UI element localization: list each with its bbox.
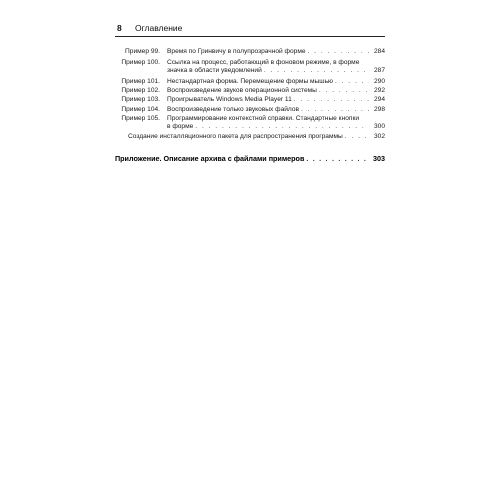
toc-entry-title: Создание инсталляционного пакета для распространения программы [128,133,343,140]
running-header [115,22,385,37]
appendix-page: 303 [373,154,385,163]
toc-entry-page: 290 [373,78,385,85]
toc-entry-title-cont: значка в области уведомлений [167,67,262,75]
leader-dots [306,154,369,163]
page-number: 8 [117,23,122,33]
toc-entry-page: 284 [373,48,385,55]
toc-entry-title-cont: в форме [167,123,194,131]
toc-entry-title: Воспроизведение только звуковых файлов [167,106,300,113]
toc-entry-installer[interactable] [128,133,385,142]
toc-entry-label: Пример 103. [121,96,160,103]
toc-entry-page: 300 [373,123,385,131]
toc-entry-label: Пример 104. [121,106,160,113]
toc-entry-title: Проигрыватель Windows Media Player 11 [167,96,292,103]
toc-entry-page: 294 [373,96,385,103]
toc-entry-102[interactable] [115,87,385,96]
toc-entry-page: 302 [373,133,385,140]
toc-entry-label: Пример 100. [121,59,160,66]
toc-entry-label: Пример 99. [125,48,160,55]
leader-dots [264,67,369,75]
leader-dots [345,133,369,141]
toc-entry-103[interactable] [115,96,385,105]
toc-entry-title: Воспроизведение звуков операционной системы [167,87,317,94]
leader-dots [319,87,369,95]
toc-entry-title: Время по Гринвичу в полупрозрачной форме [167,48,306,55]
leader-dots [294,96,369,104]
leader-dots [335,78,369,86]
toc-entry-page: 292 [373,87,385,94]
toc-entry-100[interactable] [115,59,385,77]
toc-entry-page: 287 [373,67,385,75]
toc-entry-label: Пример 101. [121,78,160,85]
toc-entry-page: 298 [373,106,385,113]
toc-entry-title: Ссылка на процесс, работающий в фоновом режиме, в форме [167,59,360,66]
appendix-title: Приложение. Описание архива с файлами примеров [115,154,305,163]
toc-entry-99[interactable] [115,48,385,57]
toc-entry-title: Программирование контекстной справки. Стандартные кнопки [167,115,360,122]
toc-entry-101[interactable] [115,78,385,87]
toc-entry-appendix[interactable] [115,154,385,163]
toc-entry-105[interactable] [115,115,385,133]
leader-dots [308,48,369,56]
toc-entry-title: Нестандартная форма. Перемещение формы мышью [167,78,333,85]
toc-entry-label: Пример 102. [121,87,160,94]
toc-entry-label: Пример 105. [121,115,160,122]
header-title: Оглавление [135,23,183,33]
toc-entry-104[interactable] [115,106,385,115]
leader-dots [195,123,369,131]
leader-dots [301,106,369,114]
